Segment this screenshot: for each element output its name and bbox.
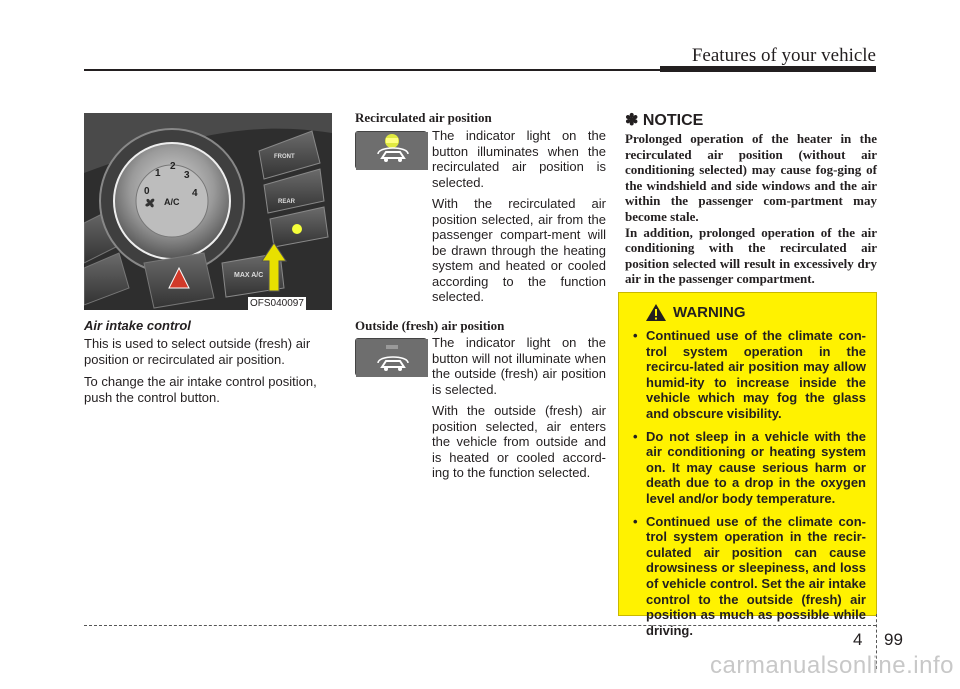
climate-control-photo [84, 113, 332, 310]
air-intake-subhead: Air intake control [84, 318, 191, 333]
outside-button-icon [356, 339, 428, 377]
header-rule-accent [660, 66, 876, 72]
dial-label-3: 3 [184, 170, 190, 181]
notice-body [625, 131, 877, 287]
outside-text [432, 335, 606, 487]
warning-item: • Do not sleep in a vehicle with the air conditioning or heating system on. It may cause serious harm or death due to a drop in the oxygen level and/or body temperature. [631, 429, 866, 507]
warning-triangle-icon [645, 303, 667, 322]
recirc-button-icon [356, 132, 428, 170]
recirculated-text [432, 128, 606, 311]
recirculated-heading: Recirculated air position [355, 110, 492, 125]
header-rule [84, 69, 660, 71]
dial-label-0: 0 [144, 186, 150, 197]
front-label: FRONT [274, 154, 295, 160]
dial-label-1: 1 [155, 168, 161, 179]
warning-title: WARNING [673, 304, 746, 321]
recirculated-para-1: The indicator light on the button illuminates when the recirculated air position is selected. [432, 128, 606, 190]
warning-header [645, 303, 866, 322]
watermark: carmanualsonline.info [710, 652, 954, 679]
dial-label-4: 4 [192, 188, 198, 199]
chapter-number: 4 [853, 630, 863, 649]
recirculated-indicator [355, 131, 427, 169]
recirculated-para-2: With the recirculated air position selected, air from the passenger compart-ment will be drawn through the heating system and heated or cooled according to the function selected. [432, 196, 606, 304]
page-number: 99 [884, 630, 903, 649]
page-header-title: Features of your vehicle [691, 45, 876, 66]
warning-item: • Continued use of the climate con-trol system operation in the recir-culated air position can cause drowsiness or sleepiness, and loss of vehicle control. Set the air intake control to the outside (fresh) air position as much as possible while driving. [631, 514, 866, 639]
air-intake-para-1: This is used to select outside (fresh) air position or recirculated air position. [84, 336, 311, 367]
outside-para-1: The indicator light on the button will not illuminate when the outside (fresh) air position is selected. [432, 335, 606, 397]
air-intake-section [84, 318, 336, 412]
notice-title: ✽ NOTICE [625, 112, 704, 129]
notice-para-2: In addition, prolonged operation of the air conditioning with the recirculated air position selected will result in excessively dry air in the passenger compartment. [625, 224, 877, 287]
warning-list [631, 328, 866, 638]
outside-indicator [355, 338, 427, 376]
warning-box [618, 292, 877, 638]
dial-label-2: 2 [170, 161, 176, 172]
rear-label: REAR [278, 199, 296, 205]
air-intake-para-2: To change the air intake control position, push the control button. [84, 374, 317, 405]
outside-para-2: With the outside (fresh) air position selected, air enters the vehicle from outside and is heated or cooled accord-ing to the function selected. [432, 403, 606, 480]
footer-rule [84, 625, 876, 626]
figure-caption: OFS040097 [250, 298, 304, 309]
max-ac-label: MAX A/C [234, 272, 264, 279]
warning-item: • Continued use of the climate con-trol system operation in the recircu-lated air position may allow humid-ity to increase inside the vehicle which may fog the glass and obscure visibility. [631, 328, 866, 422]
notice-para-1: Prolonged operation of the heater in the recirculated air position (without air conditioning selected) may cause fog-ging of the windshield and side windows and the air within the passenger com-partment may become stale. [625, 131, 877, 224]
outside-heading: Outside (fresh) air position [355, 318, 505, 333]
climate-panel-illustration [84, 113, 332, 310]
dial-center-label: A/C [164, 197, 180, 207]
